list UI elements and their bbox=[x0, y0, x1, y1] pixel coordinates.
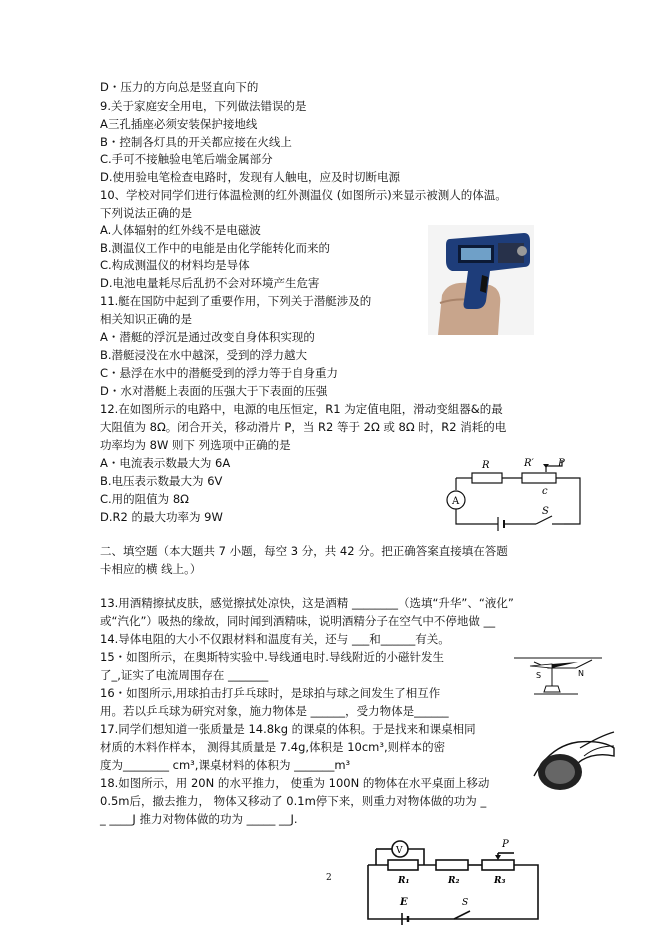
option-line: D・水对潜艇上表面的压强大于下表面的压强 bbox=[100, 384, 328, 398]
label-s: S bbox=[462, 898, 469, 908]
label-c: c bbox=[542, 486, 548, 497]
option-line: C.构成测温仪的材料均是导体 bbox=[100, 258, 250, 272]
label-v: V bbox=[396, 846, 403, 856]
resistor-r1 bbox=[388, 860, 418, 870]
label-p: P bbox=[558, 458, 565, 469]
question-10: 10、学校对同学们进行体温检测的红外测温仪 (如图所示)来显示被测人的体温。 bbox=[100, 188, 507, 202]
option-line: A・电流表示数最大为 6A bbox=[100, 456, 231, 470]
option-line: C.手可不接触验电笔后端金属部分 bbox=[100, 152, 273, 166]
option-line: B.潜艇浸没在水中越深，受到的浮力越大 bbox=[100, 348, 308, 362]
text-line: 了_,证实了电流周围存在 _______ bbox=[100, 668, 269, 682]
resistor-r bbox=[472, 473, 502, 483]
label-e: E bbox=[400, 897, 408, 908]
ping-pong-paddle-figure bbox=[530, 716, 616, 796]
question-13: 13.用酒精擦拭皮肤，感觉擦拭处凉快，这是酒精 ________（选填“升华”、“液化” bbox=[100, 596, 514, 610]
label-n-pole: N bbox=[578, 669, 584, 678]
option-line: B.测温仪工作中的电能是由化学能转化而来的 bbox=[100, 241, 331, 255]
label-r3: R₃ bbox=[494, 876, 506, 886]
label-r2: R₂ bbox=[448, 876, 460, 886]
question-15: 15・如图所示，在奥斯特实验中.导线通电时.导线附近的小磁针发生 bbox=[100, 650, 444, 664]
oersted-experiment-figure bbox=[508, 640, 608, 700]
label-rprime: R′ bbox=[524, 458, 534, 469]
question-12: 12.在如图所示的电路中，电源的电压恒定，R1 为定值电阻，滑动变組器&的最 bbox=[100, 402, 503, 416]
question-14: 14.导体电阻的大小不仅跟材料和温度有关，还与 ___和______有关。 bbox=[100, 632, 450, 646]
circuit-figure-q12 bbox=[438, 454, 586, 534]
option-line: A・潜艇的浮沉是通过改变自身体积实现的 bbox=[100, 330, 315, 344]
text-line: 相关知识正确的是 bbox=[100, 312, 192, 326]
option-line: B.电压表示数最大为 6V bbox=[100, 474, 223, 488]
rheostat-rprime bbox=[522, 473, 556, 483]
text-line: 卡相应的横 线上。） bbox=[100, 562, 202, 576]
question-9: 9.关于家庭安全用电，下列做法错误的是 bbox=[100, 99, 307, 113]
text-line: 大阻值为 8Ω。闭合开关，移动滑片 P，当 R2 等于 2Ω 或 8Ω 时，R2 消耗的电 bbox=[100, 420, 507, 434]
text-line: D・压力的方向总是竖直向下的 bbox=[100, 80, 259, 94]
question-18: 18.如图所示，用 20N 的水平推力， 使重为 100N 的物体在水平桌面上移动 bbox=[100, 776, 490, 790]
question-16: 16・如图所示,用球拍击打乒乓球时，是球拍与球之间发生了相互作 bbox=[100, 686, 441, 700]
text-line: 0.5m后，撤去推力， 物体又移动了 0.1m停下来，则重力对物体做的功为 _ bbox=[100, 794, 487, 808]
option-line: A三孔插座必须安装保护接地线 bbox=[100, 117, 258, 131]
text-line: 下列说法正确的是 bbox=[100, 206, 192, 220]
label-r1: R₁ bbox=[398, 876, 410, 886]
option-line: C・悬浮在水中的潜艇受到的浮力等于自身重力 bbox=[100, 366, 339, 380]
infrared-thermometer-figure bbox=[428, 225, 534, 335]
label-r: R bbox=[482, 460, 490, 471]
option-line: D.R2 的最大功率为 9W bbox=[100, 510, 223, 524]
question-11: 11.艇在国防中起到了重要作用，下列关于潜艇涉及的 bbox=[100, 294, 372, 308]
text-line: 度为________ cm³,课桌材料的体积为 _______m³ bbox=[100, 758, 351, 772]
option-line: D.电池电量耗尽后乱扔不会对环境产生危害 bbox=[100, 276, 320, 290]
label-p: P bbox=[502, 839, 509, 850]
rheostat-r3 bbox=[482, 860, 514, 870]
option-line: D.使用验电笔检查电路时，发现有人触电，应及时切断电源 bbox=[100, 170, 401, 184]
label-s-pole: S bbox=[536, 671, 542, 680]
option-line: A.人体辐射的红外线不是电磁波 bbox=[100, 223, 261, 237]
text-line: 功率均为 8W 则下 列选项中正确的是 bbox=[100, 438, 291, 452]
question-17: 17.同学们想知道一张质量是 14.8kg 的课桌的体积。于是找来和课桌相同 bbox=[100, 722, 476, 736]
label-a: A bbox=[452, 496, 460, 507]
text-line: 材质的木料作样本， 测得其质量是 7.4g,体积是 10cm³,则样本的密 bbox=[100, 740, 446, 754]
section-heading: 二、填空题（本大题共 7 小题，每空 3 分，共 42 分。把正确答案直接填在答题 bbox=[100, 544, 508, 558]
option-line: B・控制各灯具的开关都应接在火线上 bbox=[100, 135, 292, 149]
label-s: S bbox=[542, 506, 549, 517]
text-line: 用。若以乒乓球为研究对象，施力物体是 ______，受力物体是______ bbox=[100, 704, 449, 718]
text-line: _ ____J 推力对物体做的功为 _____ __J. bbox=[100, 812, 298, 826]
page-number: 2 bbox=[326, 873, 332, 883]
text-line: 或“汽化”）吸热的缘故，同时闻到酒精味，说明酒精分子在空气中不停地做 __ bbox=[100, 614, 496, 628]
option-line: C.用的阻值为 8Ω bbox=[100, 492, 189, 506]
circuit-figure-bottom bbox=[362, 833, 544, 925]
resistor-r2 bbox=[436, 860, 468, 870]
